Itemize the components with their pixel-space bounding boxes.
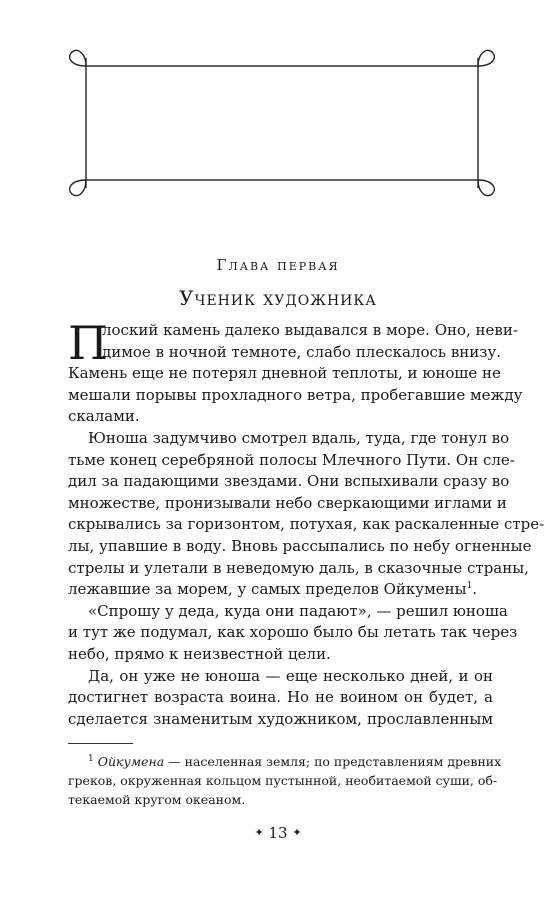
footnote-reference[interactable]: 1 xyxy=(466,581,473,592)
text-line: Юноша задумчиво смотрел вдаль, туда, где тонул во xyxy=(88,428,510,447)
chapter-title: Ученик художника xyxy=(179,286,377,310)
text-line: и тут же подумал, как хорошо было бы летать так через xyxy=(68,623,518,642)
ornament-right-icon: ✦ xyxy=(292,826,302,839)
text-line: Камень еще не потерял дневной теплоты, и юноше не xyxy=(68,364,501,383)
text-line: дил за падающими звездами. Они вспыхивали сразу во xyxy=(68,472,510,491)
footnote-term: Ойкумена xyxy=(97,754,165,769)
text-line: небо, прямо к неизвестной цели. xyxy=(68,644,331,663)
footnote-line: текаемой кругом океаном. xyxy=(68,792,246,807)
text-line: сделается знаменитым художником, прославленным xyxy=(68,709,493,728)
text-line: Да, он уже не юноша — еще несколько дней, и он xyxy=(88,666,493,685)
footnote-line: греков, окруженная кольцом пустынной, необитаемой суши, об- xyxy=(68,773,498,788)
text-line: лы, упавшие в воду. Вновь рассыпались по небу огненные xyxy=(68,536,532,555)
page-number-block xyxy=(0,824,556,842)
footnote-number: 1 xyxy=(88,753,94,764)
text-line: тьме конец серебряной полосы Млечного Пути. Он сле- xyxy=(68,450,515,469)
text-line-content: лежавшие за морем, у самых пределов Ойкумены xyxy=(68,580,467,599)
first-paragraph xyxy=(68,316,518,370)
text-line-with-footnote: лежавшие за морем, у самых пределов Ойкумены$^1$. xyxy=(68,580,478,599)
text-line: лоский камень далеко выдавался в море. Оно, неви- xyxy=(102,321,518,339)
page-number: 13 xyxy=(268,824,288,842)
text-line: скалами. xyxy=(68,407,140,426)
chapter-body xyxy=(68,316,545,730)
footnote xyxy=(68,752,502,809)
ornament-left-icon: ✦ xyxy=(254,826,264,839)
decorative-frame xyxy=(64,48,500,198)
text-line: достигнет возраста воина. Но не воином он будет, а xyxy=(68,688,493,707)
footnote-text: — населенная земля; по представлениям древних xyxy=(164,754,502,769)
chapter-label: Глава первая xyxy=(216,256,340,274)
text-line: стрелы и улетали в неведомую даль, в сказочные страны, xyxy=(68,558,529,577)
drop-cap: П xyxy=(68,316,109,370)
text-line: «Спрошу у деда, куда они падают», — решил юноша xyxy=(88,601,508,620)
footnote-line xyxy=(68,752,502,771)
footnote-divider xyxy=(68,743,133,744)
text-line: димое в ночной темноте, слабо плескалось внизу. xyxy=(102,342,502,361)
text-line: множестве, пронизывали небо сверкающими иглами и xyxy=(68,493,507,512)
text-line: скрывались за горизонтом, потухая, как раскаленные стре- xyxy=(68,515,545,534)
text-line: мешали порывы прохладного ветра, пробегавшие между xyxy=(68,385,523,404)
